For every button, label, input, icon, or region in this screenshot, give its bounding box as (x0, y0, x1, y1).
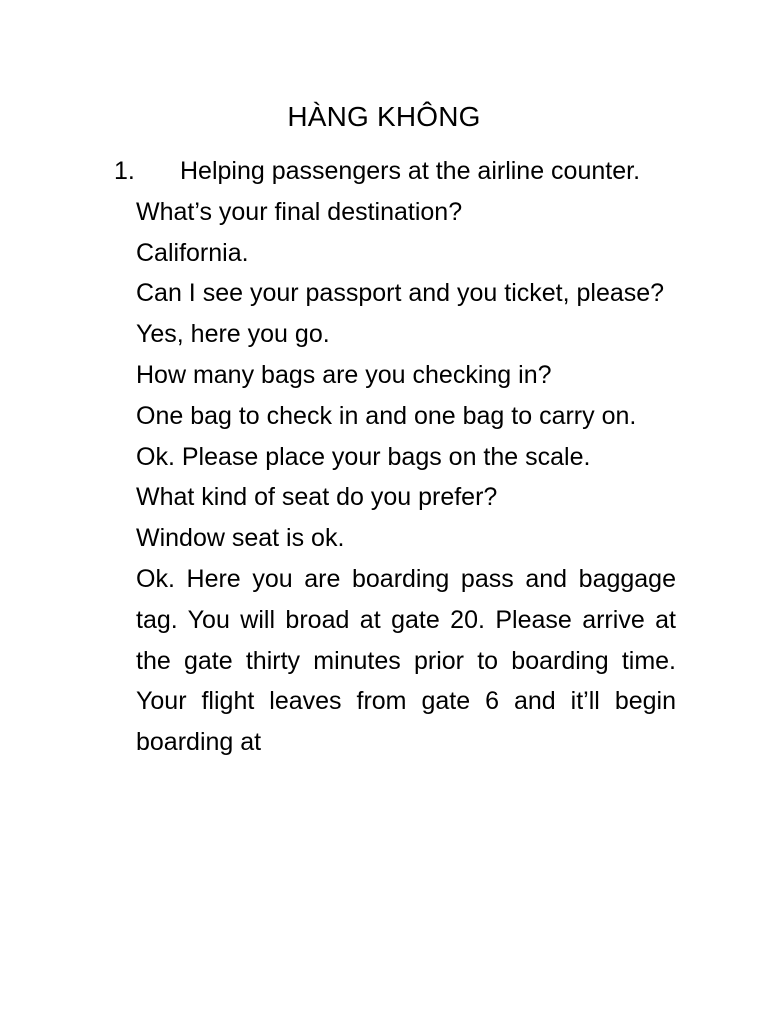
dialogue-line: Yes, here you go. (136, 320, 330, 349)
dialogue-line: California. (136, 238, 249, 267)
dialogue-line: What’s your final destination? (136, 197, 463, 226)
dialogue-line: Ok. Here you are boarding pass and baggage tag. You will broad at gate 20. Please arrive at the gate thirty minutes prior to boarding time. Your flight leaves from gate 6 and it’ll begin boarding at (136, 564, 676, 757)
dialogue-line: Window seat is ok. (136, 524, 345, 553)
dialogue-line: One bag to check in and one bag to carry on. (136, 401, 637, 430)
dialogue-line: Can I see your passport and you ticket, please? (136, 279, 665, 308)
list-item (114, 151, 676, 192)
dialogue-line: What kind of seat do you prefer? (136, 483, 498, 512)
page-title: HÀNG KHÔNG (287, 101, 481, 132)
dialogue-line: Ok. Please place your bags on the scale. (136, 442, 591, 471)
list-item-number: 1. (114, 157, 135, 185)
list-item-heading: Helping passengers at the airline counter. (180, 157, 641, 185)
document-body (114, 151, 676, 763)
dialogue-line: How many bags are you checking in? (136, 360, 552, 389)
